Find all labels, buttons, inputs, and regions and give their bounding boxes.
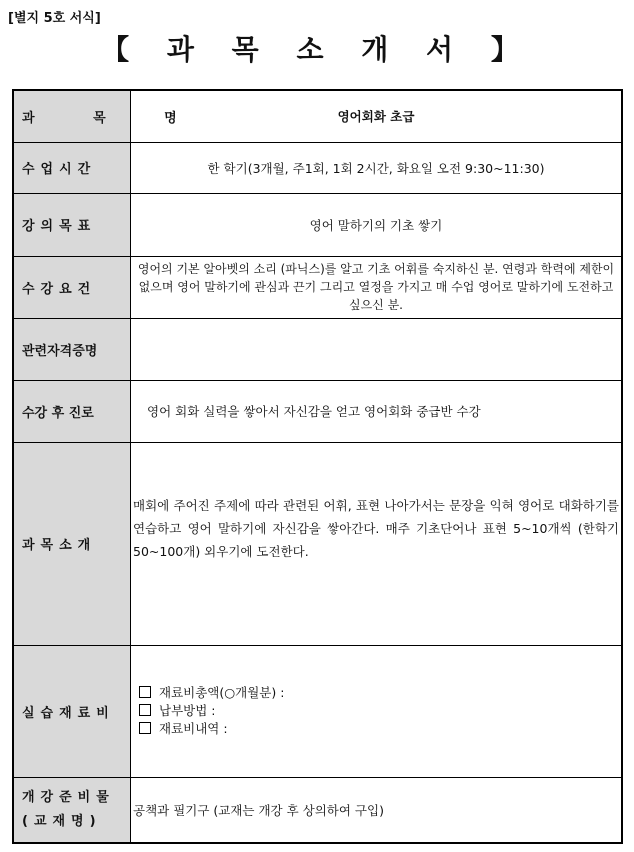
value-class-time: 한 학기(3개월, 주1회, 1회 2시간, 화요일 오전 9:30~11:30): [131, 142, 623, 193]
row-introduction: [13, 442, 622, 645]
checklist-label-payment: 납부방법 :: [159, 703, 216, 718]
material-cost-checklist: [131, 684, 621, 738]
label-material-cost: 실습재료비: [13, 645, 131, 777]
row-materials: [13, 777, 622, 843]
checklist-item-payment: [139, 702, 621, 720]
row-objective: [13, 193, 622, 256]
checklist-item-details: [139, 720, 621, 738]
page-title: 【 과 목 소 개 서 】: [101, 33, 533, 66]
label-materials-line2: (교재명): [22, 813, 102, 829]
checklist-item-total: [139, 684, 621, 702]
row-certificate: [13, 318, 622, 380]
value-certificate: [131, 318, 623, 380]
label-requirements: 수강요건: [13, 256, 131, 318]
value-material-cost: [131, 645, 623, 777]
checklist-label-details: 재료비내역 :: [159, 721, 228, 736]
course-intro-table: [12, 89, 623, 844]
row-material-cost: [13, 645, 622, 777]
label-class-time: 수업시간: [13, 142, 131, 193]
label-after-course: 수강 후 진로: [13, 380, 131, 442]
label-materials: [13, 777, 131, 843]
label-objective: 강의목표: [13, 193, 131, 256]
row-subject-name: [13, 90, 622, 142]
value-objective: 영어 말하기의 기초 쌓기: [131, 193, 623, 256]
checkbox-icon[interactable]: [139, 686, 151, 698]
value-materials: 공책과 필기구 (교재는 개강 후 상의하여 구입): [131, 777, 623, 843]
checkbox-icon[interactable]: [139, 704, 151, 716]
row-class-time: [13, 142, 622, 193]
label-materials-line1: 개강준비물: [22, 789, 115, 805]
label-certificate: 관련자격증명: [13, 318, 131, 380]
value-requirements-cell: [131, 256, 623, 318]
row-requirements: [13, 256, 622, 318]
value-requirements: 영어의 기본 알아벳의 소리 (파닉스)를 알고 기초 어휘를 숙지하신 분. 연령과 학력에 제한이 없으며 영어 말하기에 관심과 끈기 그리고 열정을 가지고 매 수업 영어로 말하기에 도전하고 싶으신 분.: [137, 262, 615, 312]
form-number: [별지 5호 서식]: [8, 11, 101, 26]
value-introduction: 매회에 주어진 주제에 따라 관련된 어휘, 표현 나아가서는 문장을 익혀 영어로 대화하기를 연습하고 영어 말하기에 자신감을 쌓아간다. 매주 기초단어나 표현 5~10개씩 (한학기 50~100개) 외우기에 도전한다.: [133, 498, 619, 559]
value-introduction-cell: [131, 442, 623, 645]
checkbox-icon[interactable]: [139, 722, 151, 734]
value-subject-name: 영어회화 초급: [131, 90, 623, 142]
checklist-label-total: 재료비총액(○개월분) :: [159, 685, 285, 700]
label-introduction: 과목소개: [13, 442, 131, 645]
label-subject-name: 과 목 명: [13, 90, 131, 142]
row-after-course: [13, 380, 622, 442]
value-after-course: 영어 회화 실력을 쌓아서 자신감을 얻고 영어회화 중급반 수강: [131, 380, 623, 442]
